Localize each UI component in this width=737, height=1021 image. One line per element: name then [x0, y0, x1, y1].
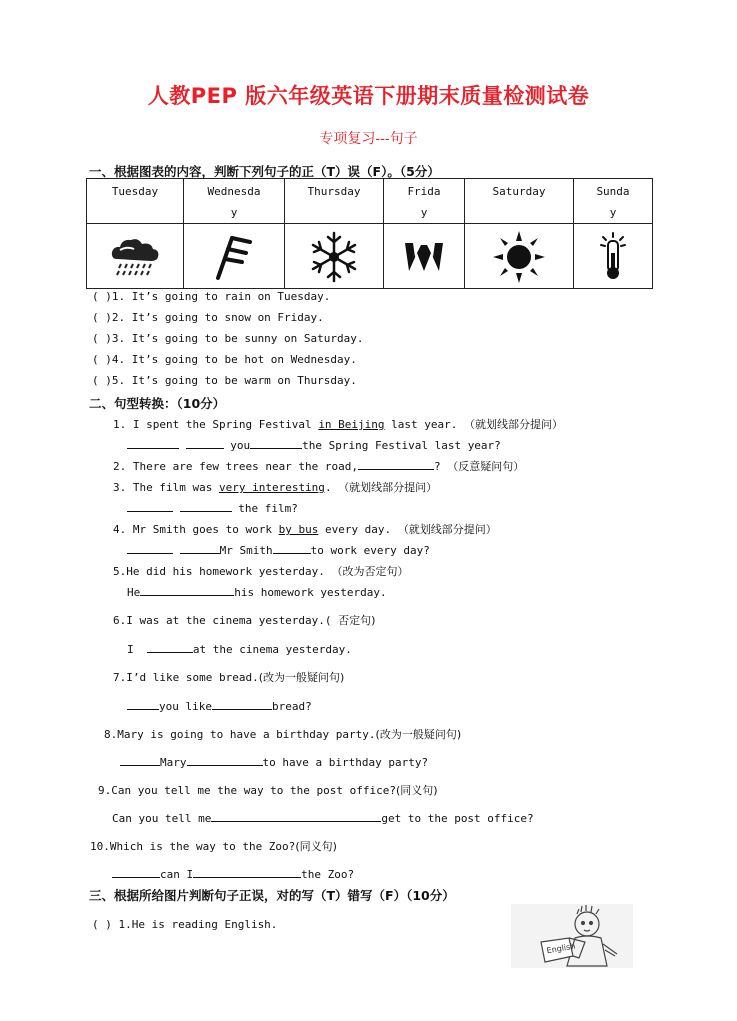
rain-cloud-icon — [107, 235, 163, 279]
judge-item: ( )2. It’s going to snow on Friday. — [92, 311, 324, 324]
judge-item: ( )5. It’s going to be warm on Thursday. — [92, 374, 357, 387]
reading-boy-picture — [511, 904, 633, 968]
judge-item: ( )4. It’s going to be hot on Wednesday. — [92, 353, 357, 366]
question-3: 3. The film was very interesting. （就划线部分提问） — [113, 481, 438, 494]
answer-line-9: Can you tell me get to the post office? — [112, 812, 534, 825]
day-cell: Thursday — [285, 179, 384, 224]
section3-heading: 三、根据所给图片判断句子正误，对的写（T）错写（F）（10分） — [89, 888, 455, 903]
crown-w-icon — [399, 237, 449, 277]
page-subtitle: 专项复习---句子 — [319, 131, 418, 147]
question-5: 5.He did his homework yesterday. （改为否定句） — [113, 565, 409, 578]
sun-icon — [491, 229, 547, 285]
answer-line-3: the film? — [127, 500, 298, 515]
answer-line-6: I at the cinema yesterday. — [127, 643, 352, 656]
day-cell: Frida y — [384, 179, 465, 224]
picture-judge-item: ( ) 1.He is reading English. — [92, 918, 278, 931]
answer-line-7: you like bread? — [127, 698, 312, 713]
answer-line-8: Mary to have a birthday party? — [120, 754, 428, 769]
section2-heading: 二、句型转换：（10分） — [89, 396, 226, 411]
question-6: 6.I was at the cinema yesterday.( 否定句) — [113, 614, 376, 627]
thermometer-icon — [593, 231, 633, 283]
page-title: 人教PEP 版六年级英语下册期末质量检测试卷 — [147, 84, 590, 108]
question-1: 1. I spent the Spring Festival in Beijing last year. （就划线部分提问） — [113, 418, 564, 431]
question-4: 4. Mr Smith goes to work by bus every day. （就划线部分提问） — [113, 523, 497, 536]
day-cell: Sunda y — [574, 179, 653, 224]
day-cell: Saturday — [465, 179, 574, 224]
icon-cell — [384, 224, 465, 289]
day-cell: Tuesday — [87, 179, 184, 224]
judge-item: ( )1. It’s going to rain on Tuesday. — [92, 290, 331, 303]
icon-cell — [184, 224, 285, 289]
wind-flag-icon — [206, 232, 262, 282]
icon-cell — [574, 224, 653, 289]
answer-line-1: you the Spring Festival last year? — [127, 437, 501, 452]
answer-line-5: He his homework yesterday. — [127, 586, 387, 599]
section1-heading: 一、根据图表的内容，判断下列句子的正（T）误（F）。（5分） — [89, 164, 440, 179]
judge-item: ( )3. It’s going to be sunny on Saturday. — [92, 332, 364, 345]
weather-table — [86, 178, 653, 289]
question-9: 9.Can you tell me the way to the post office?(同义句) — [98, 784, 438, 797]
icon-cell — [465, 224, 574, 289]
question-8: 8.Mary is going to have a birthday party.(改为一般疑问句) — [104, 728, 462, 741]
icon-cell — [87, 224, 184, 289]
icon-cell — [285, 224, 384, 289]
snowflake-icon — [307, 230, 361, 284]
question-10: 10.Which is the way to the Zoo?(同义句) — [90, 840, 337, 853]
day-cell: Wednesda y — [184, 179, 285, 224]
answer-line-4: Mr Smith to work every day? — [127, 542, 430, 557]
answer-line-10: can I the Zoo? — [112, 866, 354, 881]
question-2: 2. There are few trees near the road, ? （反意疑问句） — [113, 460, 525, 473]
question-7: 7.I’d like some bread.(改为一般疑问句) — [113, 671, 345, 684]
book-label: English — [545, 941, 576, 956]
